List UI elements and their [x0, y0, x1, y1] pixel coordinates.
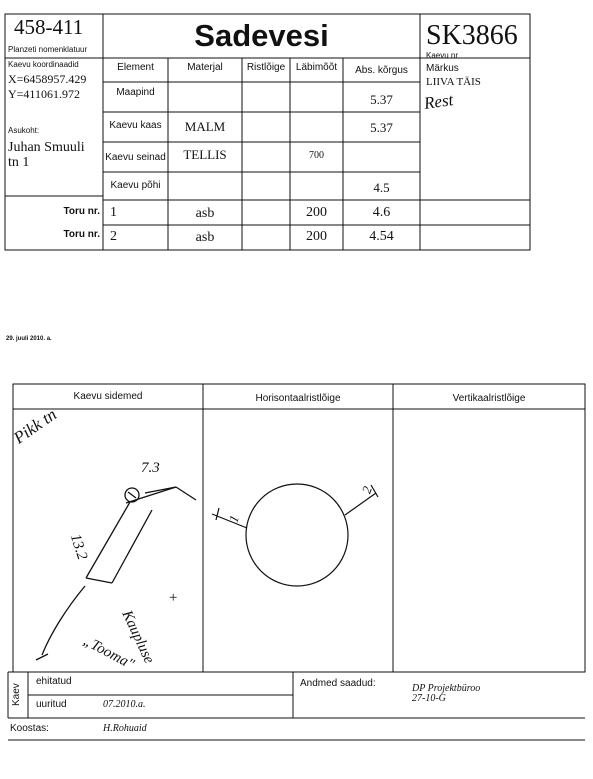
footer-surveyed-date: 07.2010.a. [103, 699, 146, 710]
footer-compiled-value: H.Rohuaid [103, 723, 147, 734]
pipe-height: 4.54 [369, 229, 394, 244]
page-title: Sadevesi [194, 18, 329, 53]
footer-compiled-label: Koostas: [10, 723, 49, 734]
footer-surveyed-label: uuritud [36, 699, 67, 710]
footer-well-label: Kaev [11, 683, 22, 706]
header-cross-section: Ristlõige [246, 62, 286, 73]
row-element: Kaevu seinad [105, 152, 166, 163]
header-material: Materjal [187, 62, 223, 73]
pipe-material: asb [195, 230, 215, 245]
coords-label: Kaevu koordinaadid [8, 60, 79, 69]
row-height: 4.5 [373, 180, 390, 195]
pipe-number: 2 [110, 229, 117, 244]
diagram-header-horizontal: Horisontaalristlõige [255, 393, 341, 404]
pipe-1-label: 1 [225, 513, 242, 525]
y-coordinate: Y=411061.972 [8, 87, 80, 101]
footer-data-source-code: 27-10-G [412, 693, 446, 704]
footer-built-label: ehitatud [36, 676, 72, 687]
well-number: SK3866 [426, 20, 518, 51]
row-diameter: 700 [309, 150, 324, 161]
diagram-header-connections: Kaevu sidemed [73, 391, 143, 402]
address-line-1: Juhan Smuuli [8, 140, 85, 155]
remark-text: LIIVA TÄIS [426, 76, 481, 88]
pipe-label: Toru nr. [63, 206, 100, 217]
nomenclature-number: 458-411 [14, 15, 84, 39]
sketch-dimension-1: 7.3 [141, 460, 160, 476]
location-sketch [36, 487, 196, 660]
header-abs-height: Abs. kõrgus [355, 65, 408, 76]
row-element: Kaevu kaas [109, 120, 162, 131]
footer-data-source-value: DP Projektbüroo [412, 683, 481, 694]
x-coordinate: X=6458957.429 [8, 72, 87, 86]
sketch-street-name: Pikk tn [10, 404, 60, 448]
address-line-2: tn 1 [8, 155, 30, 170]
pipe-diameter: 200 [306, 205, 327, 220]
row-height: 5.37 [370, 92, 393, 107]
header-remark: Märkus [426, 63, 459, 74]
pipe-material: asb [195, 206, 215, 221]
header-diameter: Läbimõõt [295, 62, 338, 73]
row-element: Maapind [116, 87, 155, 98]
horizontal-section [212, 484, 378, 586]
sketch-place-1: Kaupluse [118, 608, 157, 667]
row-height: 5.37 [370, 120, 393, 135]
pipe-2-label: 2 [358, 484, 375, 496]
row-material: TELLIS [183, 147, 227, 162]
diagram-header-vertical: Vertikaalristlõige [452, 393, 526, 404]
sketch-plus-icon: + [168, 590, 179, 606]
pipe-height: 4.6 [372, 205, 391, 220]
nomenclature-label: Planzeti nomenklatuur [8, 45, 88, 54]
footer-data-source-label: Andmed saadud: [300, 678, 376, 689]
pipe-number: 1 [110, 205, 117, 220]
row-element: Kaevu põhi [110, 180, 161, 191]
document-date: 29. juuli 2010. a. [6, 336, 52, 342]
address-label: Asukoht: [8, 126, 40, 135]
sketch-place-2: „Tooma" [80, 633, 137, 673]
well-number-label: Kaevu nr [426, 51, 459, 60]
header-element: Element [117, 62, 154, 73]
sketch-dimension-2: 13.2 [66, 532, 91, 562]
pipe-diameter: 200 [306, 229, 327, 244]
row-material: MALM [184, 119, 226, 134]
pipe-label: Toru nr. [63, 229, 100, 240]
remark-signature: Rest [422, 90, 455, 113]
